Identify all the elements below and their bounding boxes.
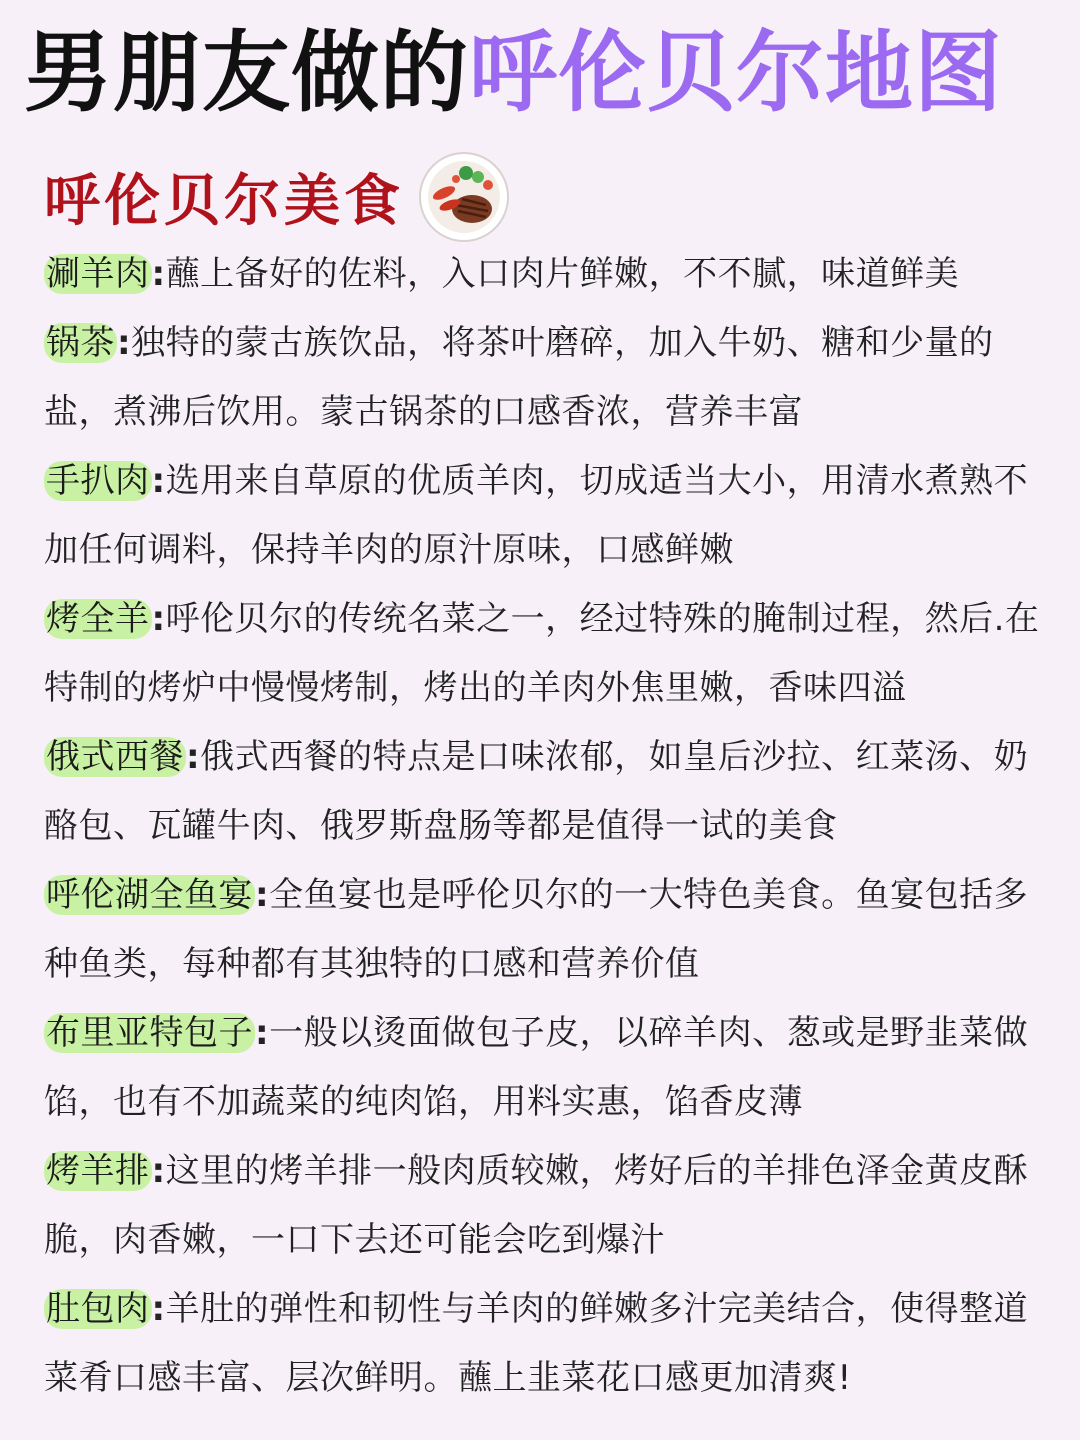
item-separator: : — [151, 599, 166, 639]
item-term: 肚包肉 — [46, 1289, 150, 1329]
item-description: 俄式西餐的特点是口味浓郁，如皇后沙拉、红菜汤、奶酪包、瓦罐牛肉、俄罗斯盘肠等都是值得一试的美食 — [44, 737, 1029, 846]
list-item — [44, 999, 1054, 1137]
item-separator: : — [117, 323, 132, 363]
item-term: 烤全羊 — [46, 599, 150, 639]
section-title: 呼伦贝尔美食 — [44, 169, 404, 234]
item-term: 烤羊排 — [46, 1151, 150, 1191]
list-item — [44, 1275, 1054, 1413]
item-separator: : — [255, 875, 270, 915]
page-title — [24, 18, 1064, 128]
list-item — [44, 309, 1054, 447]
section-header — [44, 152, 512, 242]
item-term: 俄式西餐 — [46, 737, 184, 777]
title-highlight: 呼伦贝尔地图 — [469, 21, 1004, 124]
list-item — [44, 585, 1054, 723]
list-item — [44, 723, 1054, 861]
item-term: 呼伦湖全鱼宴 — [46, 875, 253, 915]
list-item — [44, 1137, 1054, 1275]
list-item — [44, 861, 1054, 999]
item-term: 涮羊肉 — [46, 254, 150, 294]
item-separator: : — [151, 1289, 166, 1329]
item-term: 锅茶 — [46, 323, 115, 363]
title-prefix: 男朋友做的 — [24, 21, 470, 124]
item-separator: : — [151, 254, 166, 294]
list-item — [44, 240, 1054, 309]
item-description: 蘸上备好的佐料，入口肉片鲜嫩，不不腻，味道鲜美 — [165, 254, 960, 294]
food-list — [44, 240, 1054, 1413]
item-separator: : — [186, 737, 201, 777]
item-description: 呼伦贝尔的传统名菜之一，经过特殊的腌制过程，然后.在特制的烤炉中慢慢烤制，烤出的羊肉外焦里嫩，香味四溢 — [44, 599, 1040, 708]
list-item — [44, 447, 1054, 585]
item-term: 布里亚特包子 — [46, 1013, 253, 1053]
item-description: 独特的蒙古族饮品，将茶叶磨碎，加入牛奶、糖和少量的盐，煮沸后饮用。蒙古锅茶的口感香浓，营养丰富 — [44, 323, 994, 432]
steak-plate-icon — [416, 149, 512, 245]
item-separator: : — [151, 1151, 166, 1191]
item-description: 羊肚的弹性和韧性与羊肉的鲜嫩多汁完美结合，使得整道菜肴口感丰富、层次鲜明。蘸上韭菜花口感更加清爽! — [44, 1289, 1029, 1398]
item-description: 选用来自草原的优质羊肉，切成适当大小，用清水煮熟不加任何调料，保持羊肉的原汁原味，口感鲜嫩 — [44, 461, 1029, 570]
item-separator: : — [255, 1013, 270, 1053]
item-description: 一般以烫面做包子皮，以碎羊肉、葱或是野韭菜做馅，也有不加蔬菜的纯肉馅，用料实惠，馅香皮薄 — [44, 1013, 1029, 1122]
item-term: 手扒肉 — [46, 461, 150, 501]
item-description: 这里的烤羊排一般肉质较嫩，烤好后的羊排色泽金黄皮酥脆，肉香嫩，一口下去还可能会吃到爆汁 — [44, 1151, 1029, 1260]
item-description: 全鱼宴也是呼伦贝尔的一大特色美食。鱼宴包括多种鱼类，每种都有其独特的口感和营养价值 — [44, 875, 1029, 984]
item-separator: : — [151, 461, 166, 501]
